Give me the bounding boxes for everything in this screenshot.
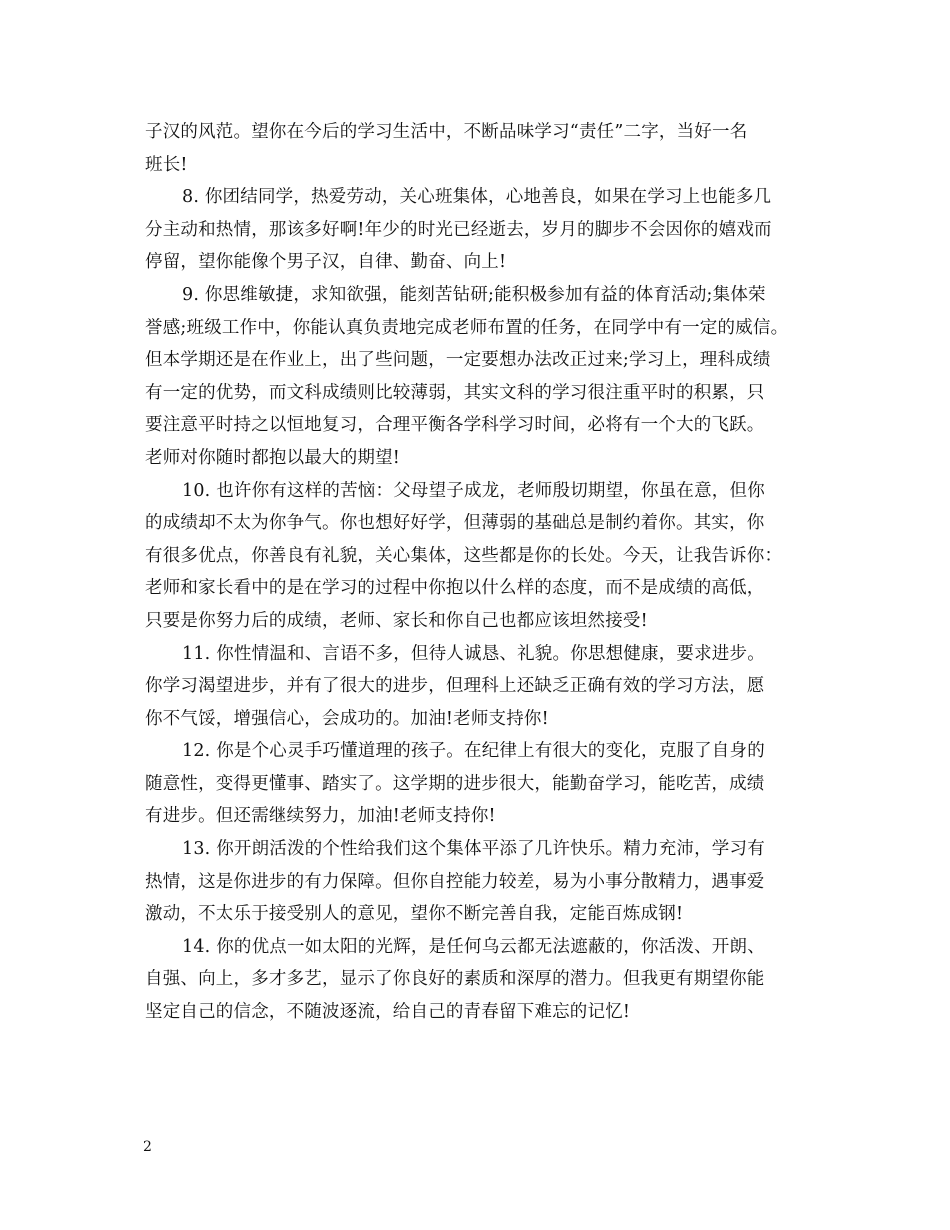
paragraph-line: 自强、向上，多才多艺，显示了你良好的素质和深厚的潜力。但我更有期望你能 xyxy=(145,969,765,990)
paragraph-first-line: 11. 你性情温和、言语不多，但待人诚恳、礼貌。你思想健康，要求进步。 xyxy=(182,643,765,664)
paragraph-first-line: 10. 也许你有这样的苦恼：父母望子成龙，老师殷切期望，你虽在意，但你 xyxy=(182,480,765,501)
paragraph-line: 要注意平时持之以恒地复习，合理平衡各学科学习时间，必将有一个大的飞跃。 xyxy=(145,415,765,436)
paragraph-line: 子汉的风范。望你在今后的学习生活中，不断品味学习“责任”二字，当好一名 xyxy=(145,122,748,142)
paragraph-first-line: 14. 你的优点一如太阳的光辉，是任何乌云都无法遮蔽的，你活泼、开朗、 xyxy=(182,936,765,957)
paragraph-first-line: 8. 你团结同学，热爱劳动，关心班集体，心地善良，如果在学习上也能多几 xyxy=(182,187,772,208)
paragraph-line: 坚定自己的信念，不随波逐流，给自己的青春留下难忘的记忆! xyxy=(145,1002,631,1023)
paragraph-line: 激动，不太乐于接受别人的意见，望你不断完善自我，定能百炼成钢! xyxy=(145,904,684,925)
paragraph-line: 誉感;班级工作中，你能认真负责地完成老师布置的任务，在同学中有一定的威信。 xyxy=(145,317,789,338)
paragraph-first-line: 12. 你是个心灵手巧懂道理的孩子。在纪律上有很大的变化，克服了自身的 xyxy=(182,741,765,762)
paragraph-line: 有很多优点，你善良有礼貌，关心集体，这些都是你的长处。今天，让我告诉你： xyxy=(145,545,783,566)
paragraph-line: 有一定的优势，而文科成绩则比较薄弱，其实文科的学习很注重平时的积累，只 xyxy=(145,382,765,403)
paragraph-first-line: 9. 你思维敏捷，求知欲强，能刻苦钻研;能积极参加有益的体育活动;集体荣 xyxy=(182,284,766,305)
paragraph-line: 分主动和热情，那该多好啊!年少的时光已经逝去，岁月的脚步不会因你的嬉戏而 xyxy=(145,219,772,240)
paragraph-line: 但本学期还是在作业上，出了些问题，一定要想办法改正过来;学习上，理科成绩 xyxy=(145,350,771,371)
paragraph-line: 你学习渴望进步，并有了很大的进步，但理科上还缺乏正确有效的学习方法，愿 xyxy=(145,676,765,697)
document-body xyxy=(145,116,815,1029)
paragraph-line: 有进步。但还需继续努力，加油!老师支持你! xyxy=(145,806,496,827)
paragraph-line: 随意性，变得更懂事、踏实了。这学期的进步很大，能勤奋学习，能吃苦，成绩 xyxy=(145,773,765,794)
paragraph-line: 老师和家长看中的是在学习的过程中你抱以什么样的态度，而不是成绩的高低， xyxy=(145,578,765,599)
paragraph-line: 只要是你努力后的成绩，老师、家长和你自己也都应该坦然接受! xyxy=(145,610,648,631)
paragraph-line: 老师对你随时都抱以最大的期望! xyxy=(145,447,401,468)
paragraph-line: 热情，这是你进步的有力保障。但你自控能力较差，易为小事分散精力，遇事爱 xyxy=(145,871,765,892)
page-number: 2 xyxy=(143,1139,152,1155)
paragraph-line: 停留，望你能像个男子汉，自律、勤奋、向上! xyxy=(145,252,507,273)
paragraph-line: 的成绩却不太为你争气。你也想好好学，但薄弱的基础总是制约着你。其实，你 xyxy=(145,513,765,534)
paragraph-first-line: 13. 你开朗活泼的个性给我们这个集体平添了几许快乐。精力充沛，学习有 xyxy=(182,839,765,860)
paragraph-line: 你不气馁，增强信心，会成功的。加油!老师支持你! xyxy=(145,708,549,729)
paragraph-line: 班长! xyxy=(145,154,188,175)
